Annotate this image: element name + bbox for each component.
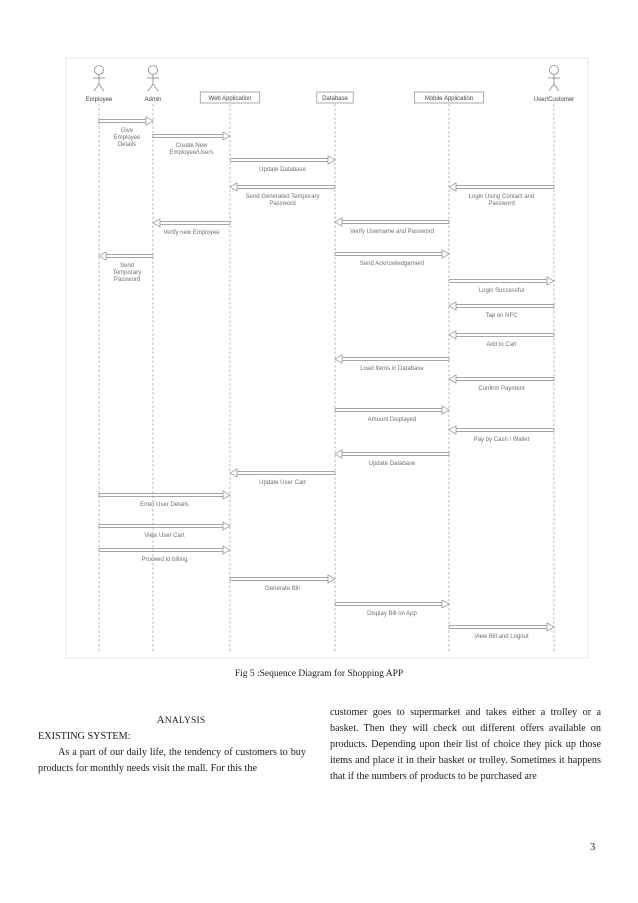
message-label: Proceed to billing xyxy=(141,557,188,563)
message-label: Update Database xyxy=(368,461,416,467)
message-label: View Bill and Logout xyxy=(474,634,529,640)
message-label: Login Using Contact and xyxy=(468,194,535,200)
message-label: Create New xyxy=(175,143,208,149)
left-paragraph: As a part of our daily life, the tendency of customers to buy products for monthly needs visit the mall. For this the xyxy=(38,747,306,774)
figure-caption: Fig 5 :Sequence Diagram for Shopping APP xyxy=(234,669,404,679)
message-label: Amount Displayed xyxy=(367,417,417,423)
message-label: Update User Cart xyxy=(259,480,306,486)
message-label: Add to Cart xyxy=(486,342,517,348)
right-paragraph: customer goes to supermarket and takes either a trolley or a basket. Then they will check out different offers available on products. Depending upon their list of choice they pick up those items and place it in their basket or trolley. Sometimes it happens that if the numbers of products to be purchased are xyxy=(330,707,601,782)
diagram-frame xyxy=(66,58,588,658)
heading-rest: NALYSIS xyxy=(164,716,206,726)
message-label: Verify new Employee xyxy=(163,230,220,236)
message-label: Details xyxy=(117,142,137,148)
message-label: Update Database xyxy=(259,167,306,173)
left-column xyxy=(38,712,306,777)
message-label: Login Successful xyxy=(478,288,525,294)
message-label: Verify Username and Password xyxy=(349,229,435,235)
message-label: Send Acknowledgement xyxy=(359,261,425,267)
message-label: View User Cart xyxy=(144,533,185,539)
message-label: Send xyxy=(119,263,135,269)
message-label: Confirm Payment xyxy=(478,386,525,392)
message-label: Password xyxy=(488,201,515,207)
message-label: Temporary xyxy=(112,270,142,276)
message-label: Display Bill on App xyxy=(367,611,417,617)
heading-initial: A xyxy=(156,714,165,726)
section-heading xyxy=(38,712,306,729)
message-label: Generate Bill xyxy=(265,586,300,592)
page-number: 3 xyxy=(590,842,596,853)
participant-label-web-application: Web Application xyxy=(208,96,252,102)
message-label: Employee xyxy=(113,135,141,141)
participant-label-database: Database xyxy=(322,96,348,102)
message-label: Load Items in Database xyxy=(360,366,424,372)
message-label: Give xyxy=(120,128,134,134)
message-label: Password xyxy=(269,201,296,207)
subheading: EXISTING SYSTEM: xyxy=(38,731,131,742)
message-label: Enter User Details xyxy=(140,502,189,508)
message-label: Pay by Cash / Wallet xyxy=(473,437,530,443)
message-label: Employee/Users xyxy=(169,150,214,156)
participant-label-employee: Employee xyxy=(85,97,113,103)
message-label: Send Generated Temporary xyxy=(245,194,320,200)
participant-label-mobile-application: Mobile Application xyxy=(424,96,474,102)
message-label: Password xyxy=(113,277,141,283)
message-label: Tap on NFC xyxy=(485,313,518,319)
participant-label-admin: Admin xyxy=(144,97,162,103)
right-column xyxy=(330,705,601,785)
participant-label-user-customer: User/Customer xyxy=(533,97,575,103)
